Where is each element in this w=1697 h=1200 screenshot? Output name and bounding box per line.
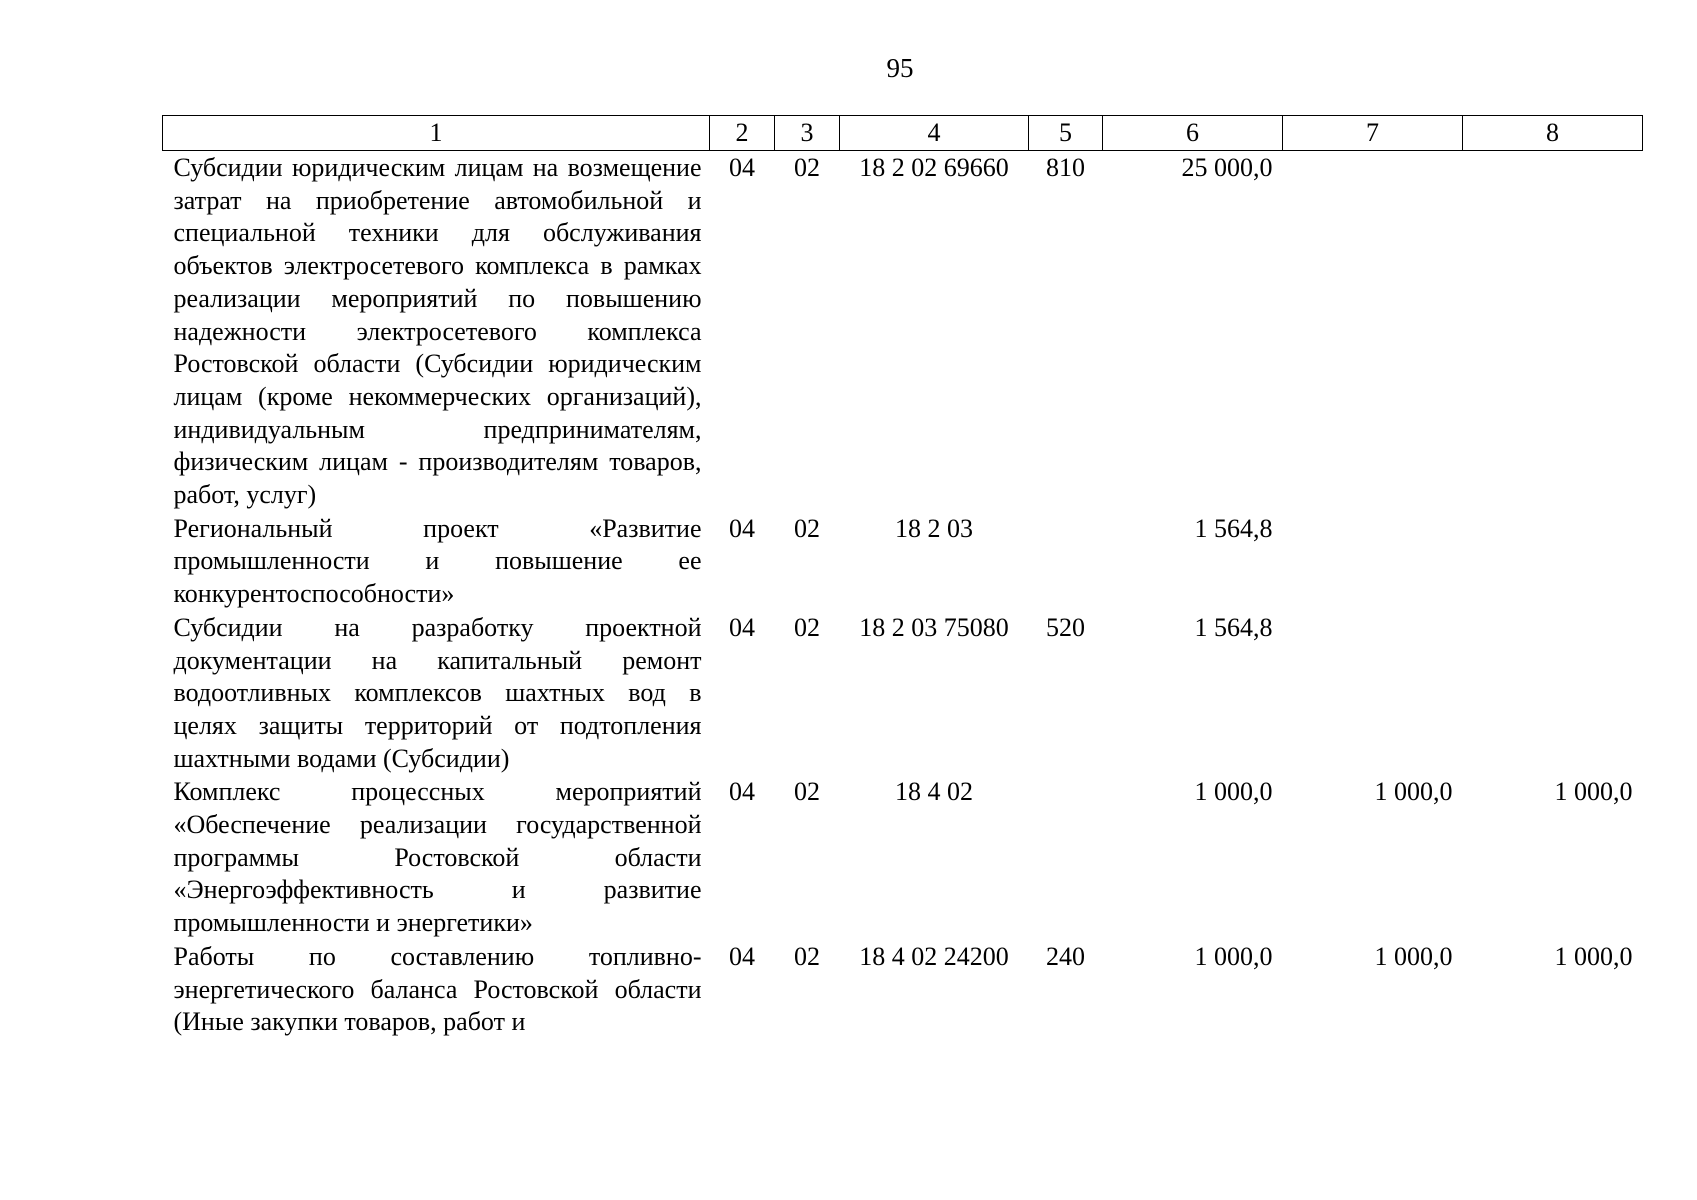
- row-sum-2: [1283, 151, 1463, 512]
- row-sum-2: 1 000,0: [1374, 777, 1453, 807]
- row-sum-2: 1 000,0: [1374, 941, 1453, 971]
- row-description: Региональный проект «Развитие промышленности и повышение ее конкурентоспособности»: [173, 513, 702, 609]
- row-subsection: 02: [794, 941, 820, 971]
- row-description: Субсидии на разработку проектной документации на капитальный ремонт водоотливных комплексов шахтных вод в целях защиты территорий от подтопления шахтными водами (Субсидии): [173, 612, 702, 773]
- row-description: Субсидии юридическим лицам на возмещение затрат на приобретение автомобильной и специальной техники для обслуживания объектов электросетевого комплекса в рамках реализации мероприятий по повышению надежности электросетевого комплекса Ростовской области (Субсидии юридическим лицам (кроме некоммерческих организаций), индивидуальным предпринимателям, физическим лицам - производителям товаров, работ, услуг): [173, 153, 702, 510]
- row-subsection: 02: [794, 777, 820, 807]
- row-subsection: 02: [794, 153, 820, 182]
- row-sum-1: 1 564,8: [1194, 612, 1273, 642]
- row-sum-3: [1463, 151, 1643, 512]
- row-target-article: 18 2 03 75080: [859, 612, 1009, 642]
- column-header-4: 4: [840, 116, 1029, 151]
- column-header-2: 2: [710, 116, 775, 151]
- column-header-1: 1: [163, 116, 710, 151]
- table-row: [163, 512, 1643, 611]
- page-number: 95: [886, 53, 914, 83]
- row-description: Комплекс процессных мероприятий «Обеспечение реализации государственной программы Ростовской области «Энергоэффективность и развитие промышленности и энергетики»: [173, 777, 702, 938]
- row-expense-type: 240: [1046, 941, 1085, 971]
- row-section: 04: [729, 612, 755, 642]
- row-expense-type: [1029, 775, 1103, 940]
- row-expense-type: [1029, 512, 1103, 611]
- column-header-6: 6: [1103, 116, 1283, 151]
- column-header-3: 3: [775, 116, 840, 151]
- column-header-7: 7: [1283, 116, 1463, 151]
- table-row: [163, 151, 1643, 512]
- row-sum-1: 1 564,8: [1194, 513, 1273, 543]
- row-subsection: 02: [794, 513, 820, 543]
- row-target-article: 18 4 02: [895, 777, 973, 807]
- row-section: 04: [729, 513, 755, 543]
- row-expense-type: 520: [1046, 612, 1085, 642]
- row-sum-2: [1283, 512, 1463, 611]
- row-target-article: 18 4 02 24200: [859, 941, 1009, 971]
- row-sum-3: [1463, 611, 1643, 776]
- table-header-row: [163, 116, 1643, 151]
- budget-table: [162, 115, 1643, 1039]
- row-target-article: 18 2 02 69660: [859, 153, 1009, 182]
- table-row: [163, 775, 1643, 940]
- table-row: [163, 611, 1643, 776]
- column-header-8: 8: [1463, 116, 1643, 151]
- row-expense-type: 810: [1046, 153, 1085, 182]
- row-section: 04: [729, 941, 755, 971]
- row-description: Работы по составлению топливно-энергетического баланса Ростовской области (Иные закупки товаров, работ и: [173, 941, 702, 1037]
- row-subsection: 02: [794, 612, 820, 642]
- row-sum-2: [1283, 611, 1463, 776]
- row-sum-3: 1 000,0: [1554, 941, 1633, 971]
- row-sum-1: 25 000,0: [1181, 153, 1273, 182]
- row-section: 04: [729, 153, 755, 182]
- column-header-5: 5: [1029, 116, 1103, 151]
- row-section: 04: [729, 777, 755, 807]
- row-sum-1: 1 000,0: [1194, 777, 1273, 807]
- row-sum-3: [1463, 512, 1643, 611]
- row-sum-1: 1 000,0: [1194, 941, 1273, 971]
- table-row: [163, 940, 1643, 1039]
- row-sum-3: 1 000,0: [1554, 777, 1633, 807]
- row-target-article: 18 2 03: [895, 513, 973, 543]
